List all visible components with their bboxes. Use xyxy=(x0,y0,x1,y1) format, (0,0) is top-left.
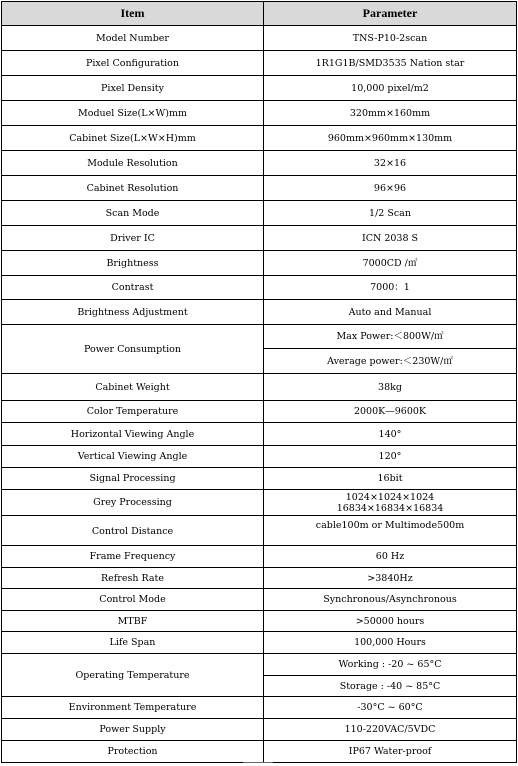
row-label: Scan Mode xyxy=(2,201,264,226)
row-label: Brightness Adjustment xyxy=(2,300,264,325)
table-row xyxy=(2,101,517,126)
table-row xyxy=(2,719,517,741)
row-value: -30°C ~ 60°C xyxy=(264,697,517,719)
row-label: Environment Temperature xyxy=(2,697,264,719)
row-value: 38kg xyxy=(264,374,517,401)
row-label: MTBF xyxy=(2,611,264,632)
table-header-row xyxy=(2,2,517,26)
row-value: >3840Hz xyxy=(264,568,517,589)
table-row xyxy=(2,423,517,446)
row-value: 7000：1 xyxy=(264,276,517,300)
row-value: 960mm×960mm×130mm xyxy=(264,126,517,151)
row-value: 1/2 Scan xyxy=(264,201,517,226)
row-value: 10,000 pixel/m2 xyxy=(264,76,517,101)
row-label: Power Supply xyxy=(2,719,264,741)
row-value: Max Power:＜800W/㎡ xyxy=(264,325,517,349)
row-label: Pixel Configuration xyxy=(2,51,264,76)
row-value: 1R1G1B/SMD3535 Nation star xyxy=(264,51,517,76)
row-value: 7000CD /㎡ xyxy=(264,251,517,276)
grey-value-line1: 1024×1024×1024 xyxy=(345,491,435,503)
table-row xyxy=(2,446,517,468)
row-label: Power Consumption xyxy=(2,325,264,374)
header-item: Item xyxy=(2,2,264,26)
row-value: 120° xyxy=(264,446,517,468)
row-value: cable100m or Multimode500m xyxy=(264,516,517,546)
row-value: 16bit xyxy=(264,468,517,490)
table-row xyxy=(2,126,517,151)
row-value: Working : -20 ~ 65°C xyxy=(264,654,517,676)
table-row xyxy=(2,589,517,611)
row-value: Synchronous/Asynchronous xyxy=(264,589,517,611)
table-row xyxy=(2,26,517,51)
row-label: Contrast xyxy=(2,276,264,300)
table-row xyxy=(2,151,517,176)
table-row xyxy=(2,516,517,546)
row-label: Cabinet Weight xyxy=(2,374,264,401)
table-row xyxy=(2,401,517,423)
table-row xyxy=(2,374,517,401)
row-label: Moduel Size(L×W)mm xyxy=(2,101,264,126)
row-label: Brightness xyxy=(2,251,264,276)
table-row xyxy=(2,611,517,632)
row-value: Auto and Manual xyxy=(264,300,517,325)
table-row xyxy=(2,51,517,76)
row-label: Pixel Density xyxy=(2,76,264,101)
row-label: Signal Processing xyxy=(2,468,264,490)
row-value: Storage : -40 ~ 85°C xyxy=(264,676,517,697)
row-label: Module Resolution xyxy=(2,151,264,176)
table-row xyxy=(2,251,517,276)
row-label: Control Mode xyxy=(2,589,264,611)
row-label: Control Distance xyxy=(2,516,264,546)
row-label: Color Temperature xyxy=(2,401,264,423)
row-label: Refresh Rate xyxy=(2,568,264,589)
row-value: ICN 2038 S xyxy=(264,226,517,251)
row-value: TNS-P10-2scan xyxy=(264,26,517,51)
row-label: Protection xyxy=(2,741,264,763)
table-row xyxy=(2,632,517,654)
row-value: 110-220VAC/5VDC xyxy=(264,719,517,741)
table-row-power-max xyxy=(2,325,517,349)
row-value: 2000K—9600K xyxy=(264,401,517,423)
table-row xyxy=(2,76,517,101)
table-row xyxy=(2,697,517,719)
row-value: 100,000 Hours xyxy=(264,632,517,654)
row-label: Cabinet Size(L×W×H)mm xyxy=(2,126,264,151)
table-row xyxy=(2,201,517,226)
table-row-grey xyxy=(2,490,517,516)
table-row xyxy=(2,568,517,589)
row-label: Operating Temperature xyxy=(2,654,264,697)
table-row xyxy=(2,276,517,300)
row-value: 320mm×160mm xyxy=(264,101,517,126)
row-value: 32×16 xyxy=(264,151,517,176)
row-value: 140° xyxy=(264,423,517,446)
row-label: Frame Frequency xyxy=(2,546,264,568)
table-row xyxy=(2,176,517,201)
table-row xyxy=(2,468,517,490)
row-value: >50000 hours xyxy=(264,611,517,632)
row-label: Model Number xyxy=(2,26,264,51)
row-label: Grey Processing xyxy=(2,490,264,516)
row-value: Average power:＜230W/㎡ xyxy=(264,349,517,374)
grey-value-line2: 16834×16834×16834 xyxy=(336,502,444,514)
row-label: Life Span xyxy=(2,632,264,654)
row-value: 96×96 xyxy=(264,176,517,201)
table-row xyxy=(2,741,517,763)
spec-table xyxy=(1,1,517,763)
row-value: 60 Hz xyxy=(264,546,517,568)
row-value xyxy=(264,490,517,516)
table-row xyxy=(2,300,517,325)
table-row-operating-working xyxy=(2,654,517,676)
row-label: Driver IC xyxy=(2,226,264,251)
table-row xyxy=(2,226,517,251)
row-label: Cabinet Resolution xyxy=(2,176,264,201)
header-parameter: Parameter xyxy=(264,2,517,26)
table-row xyxy=(2,546,517,568)
page-divider xyxy=(243,762,273,766)
row-label: Vertical Viewing Angle xyxy=(2,446,264,468)
row-label: Horizontal Viewing Angle xyxy=(2,423,264,446)
row-value: IP67 Water-proof xyxy=(264,741,517,763)
